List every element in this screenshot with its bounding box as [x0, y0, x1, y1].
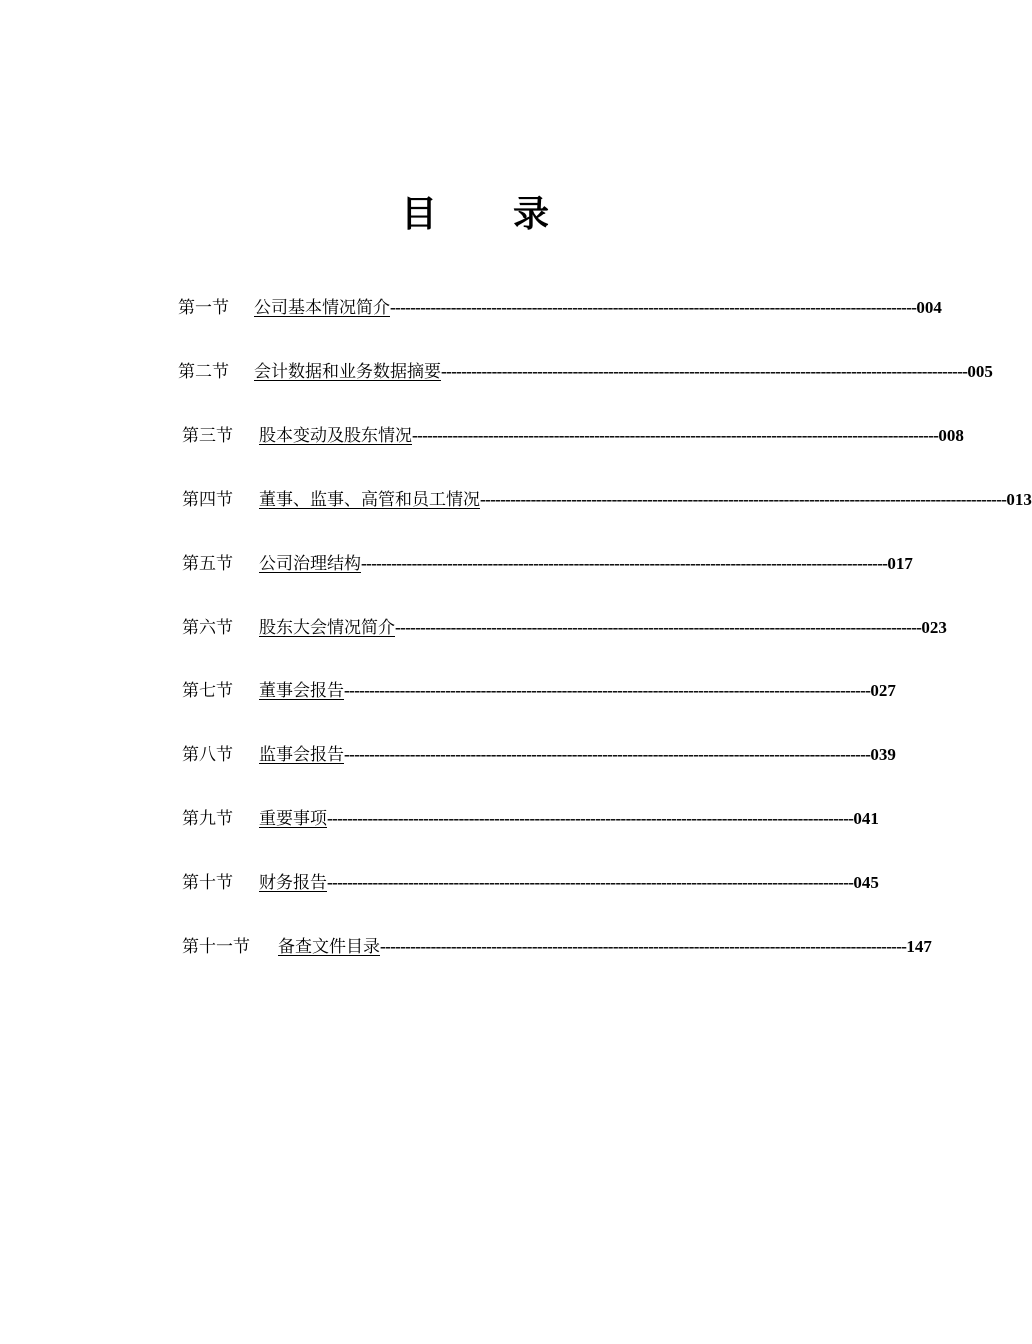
toc-page-number: 017 — [887, 554, 913, 573]
toc-item-1[interactable] — [178, 295, 942, 321]
toc-leader: -------------------------------------------------------------------------------------------------------- — [412, 426, 939, 445]
page-title-char-1: 目 — [400, 194, 437, 235]
toc-link-title[interactable]: 股东大会情况简介 — [259, 618, 395, 638]
toc-section-number: 第九节 — [182, 809, 233, 829]
toc-item-10[interactable] — [182, 870, 879, 896]
toc-page-number: 013 — [1006, 490, 1032, 509]
toc-section-number: 第五节 — [182, 554, 233, 574]
toc-page-number: 147 — [906, 937, 932, 956]
toc-link-title[interactable]: 董事会报告 — [259, 681, 344, 701]
toc-section-number: 第六节 — [182, 618, 233, 638]
toc-section-number: 第七节 — [182, 681, 233, 701]
toc-section-number: 第八节 — [182, 745, 233, 765]
toc-leader: -------------------------------------------------------------------------------------------------------- — [327, 873, 854, 892]
toc-leader: -------------------------------------------------------------------------------------------------------- — [327, 809, 854, 828]
toc-page-number: 008 — [938, 426, 964, 445]
toc-leader: -------------------------------------------------------------------------------------------------------- — [390, 298, 917, 317]
toc-page-number: 041 — [853, 809, 879, 828]
page-title-char-2: 录 — [513, 194, 550, 235]
toc-item-5[interactable] — [182, 551, 913, 577]
toc-item-2[interactable] — [178, 359, 993, 385]
toc-leader: -------------------------------------------------------------------------------------------------------- — [441, 362, 968, 381]
toc-page-number: 039 — [870, 745, 896, 764]
toc-section-number: 第四节 — [182, 490, 233, 510]
toc-item-4[interactable] — [182, 487, 1032, 513]
toc-link-title[interactable]: 财务报告 — [259, 873, 327, 893]
toc-item-7[interactable] — [182, 678, 896, 704]
toc-link-title[interactable]: 会计数据和业务数据摘要 — [254, 362, 441, 382]
toc-leader: -------------------------------------------------------------------------------------------------------- — [395, 618, 922, 637]
toc-item-11[interactable] — [182, 934, 932, 960]
toc-link-title[interactable]: 重要事项 — [259, 809, 327, 829]
toc-leader: -------------------------------------------------------------------------------------------------------- — [361, 554, 888, 573]
toc-link-title[interactable]: 董事、监事、高管和员工情况 — [259, 490, 480, 510]
toc-link-title[interactable]: 公司基本情况简介 — [254, 298, 390, 318]
toc-page-number: 027 — [870, 681, 896, 700]
toc-leader: -------------------------------------------------------------------------------------------------------- — [344, 745, 871, 764]
toc-leader: -------------------------------------------------------------------------------------------------------- — [480, 490, 1007, 509]
toc-page-number: 005 — [967, 362, 993, 381]
toc-section-number: 第一节 — [178, 298, 229, 318]
toc-section-number: 第三节 — [182, 426, 233, 446]
toc-page-number: 023 — [921, 618, 947, 637]
toc-item-8[interactable] — [182, 742, 896, 768]
toc-section-number: 第十节 — [182, 873, 233, 893]
toc-link-title[interactable]: 备查文件目录 — [278, 937, 380, 957]
toc-item-3[interactable] — [182, 423, 964, 449]
toc-item-9[interactable] — [182, 806, 879, 832]
toc-leader: -------------------------------------------------------------------------------------------------------- — [344, 681, 871, 700]
toc-leader: -------------------------------------------------------------------------------------------------------- — [380, 937, 907, 956]
toc-page-number: 004 — [916, 298, 942, 317]
toc-link-title[interactable]: 公司治理结构 — [259, 554, 361, 574]
toc-link-title[interactable]: 监事会报告 — [259, 745, 344, 765]
toc-section-number: 第二节 — [178, 362, 229, 382]
toc-section-number: 第十一节 — [182, 937, 250, 957]
toc-link-title[interactable]: 股本变动及股东情况 — [259, 426, 412, 446]
toc-item-6[interactable] — [182, 615, 947, 641]
toc-page-number: 045 — [853, 873, 879, 892]
